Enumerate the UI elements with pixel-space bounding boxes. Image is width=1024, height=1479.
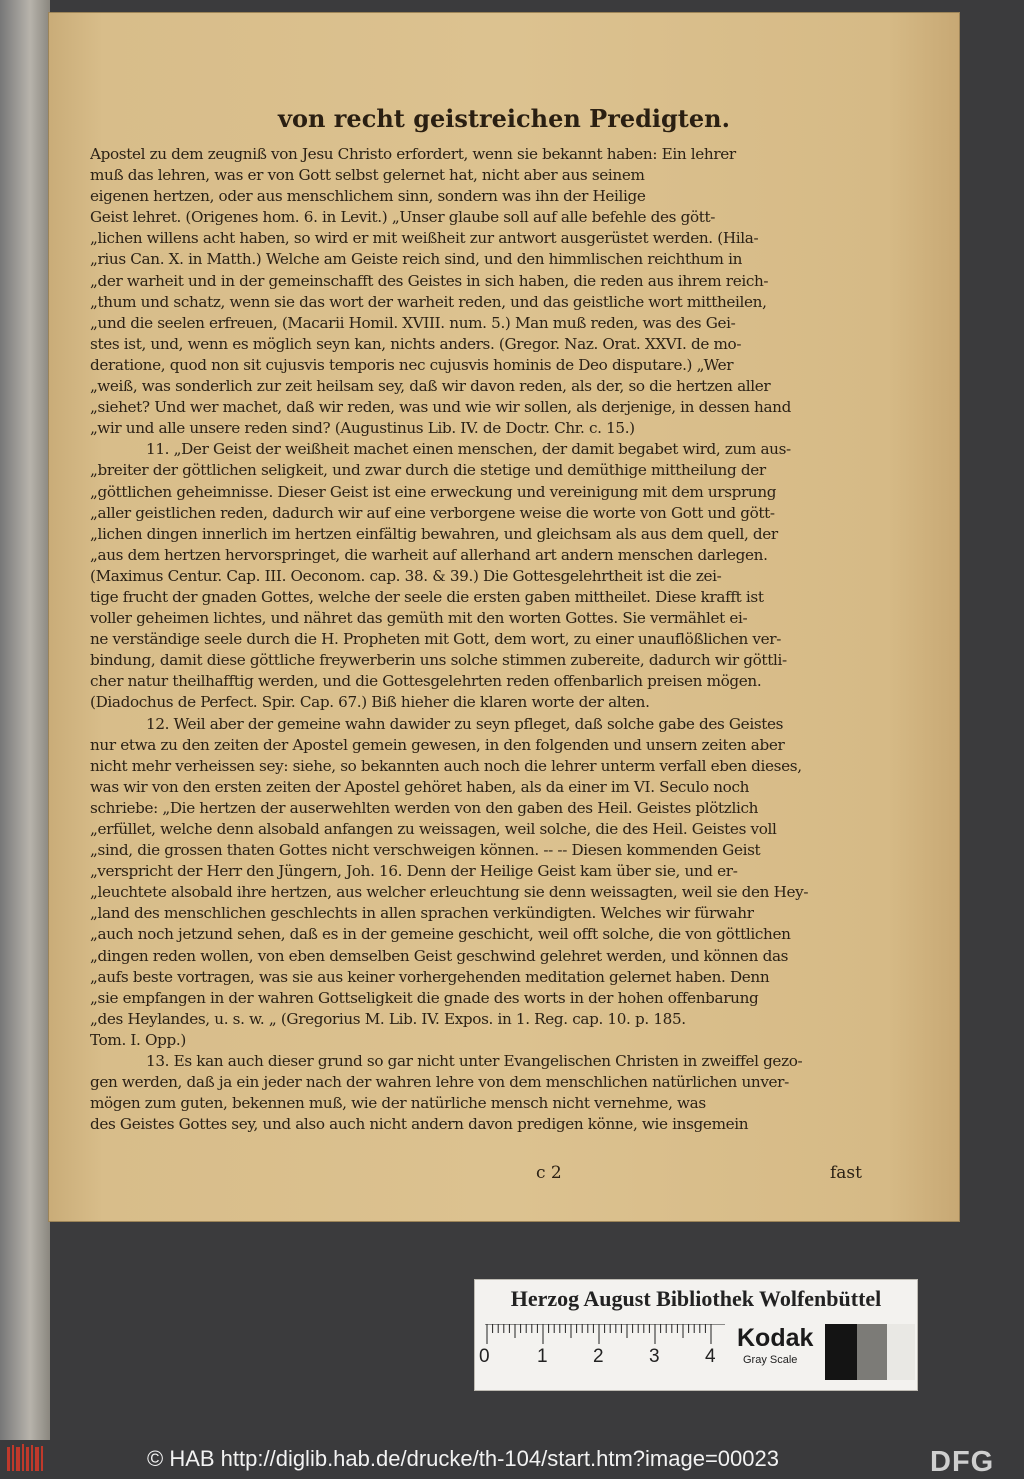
text-line: „dingen reden wollen, von eben demselben Geist geschwind gelehret werden, und können das xyxy=(90,946,789,965)
gray-patch-mid xyxy=(857,1324,887,1380)
ruler-number: 1 xyxy=(537,1346,548,1367)
page-footer-marks xyxy=(48,1163,960,1185)
text-line: deratione, quod non sit cujusvis temporis nec cujusvis hominis de Deo disputare.) „Wer xyxy=(90,355,734,374)
text-line: was wir von den ersten zeiten der Apostel gehöret haben, als da einer im VI. Seculo noch xyxy=(90,777,750,796)
text-line: „lichen willens acht haben, so wird er mit weißheit zur antwort ausgerüstet werden. (Hila- xyxy=(90,229,759,248)
text-line: „aus dem hertzen hervorspringet, die warheit auf allerhand art andern menschen darlegen. xyxy=(90,545,768,564)
dfg-logo xyxy=(928,1446,1018,1476)
text-line: des Geistes Gottes sey, und also auch nicht andern davon predigen könne, wie insgemein xyxy=(90,1115,749,1134)
text-line: bindung, damit diese göttliche freywerberin uns solche stimmen zubereite, dadurch wir göttli- xyxy=(90,651,787,670)
text-line: cher natur theilhafftig werden, und die Gottesgelehrten reden offenbarlich preisen mögen. xyxy=(90,672,762,691)
text-line: „leuchtete alsobald ihre hertzen, aus welcher erleuchtung sie denn weissagten, weil sie den Hey- xyxy=(90,883,809,902)
text-line: „siehet? Und wer machet, daß wir reden, was und wie wir sollen, als derjenige, in dessen hand xyxy=(90,398,791,417)
text-line: eigenen hertzen, oder aus menschlichem sinn, sondern was ihn der Heilige xyxy=(90,187,646,206)
book-page xyxy=(48,12,960,1222)
text-line: nur etwa zu den zeiten der Apostel gemein gewesen, in den folgenden und unsern zeiten aber xyxy=(90,735,785,754)
text-line: „sind, die grossen thaten Gottes nicht verschweigen können. -- -- Diesen kommenden Geist xyxy=(90,841,761,860)
text-line: „aller geistlichen reden, dadurch wir auf eine verborgene weise die worte von Gott und gött- xyxy=(90,503,775,522)
body-text xyxy=(90,144,912,1135)
text-line: Tom. I. Opp.) xyxy=(90,1030,186,1049)
text-line: 11. „Der Geist der weißheit machet einen menschen, der damit begabet wird, zum aus- xyxy=(146,440,791,459)
text-line: schriebe: „Die hertzen der auserwehlten werden von den gaben des Heil. Geistes plötzlich xyxy=(90,798,759,817)
text-line: „wir und alle unsere reden sind? (Augustinus Lib. IV. de Doctr. Chr. c. 15.) xyxy=(90,419,635,438)
text-line: „des Heylandes, u. s. w. „ (Gregorius M. Lib. IV. Expos. in 1. Reg. cap. 10. p. 185. xyxy=(90,1009,686,1028)
text-line: „erfüllet, welche denn alsobald anfangen zu weissagen, weil solche, die des Heil. Geistes voll xyxy=(90,820,777,838)
ruler xyxy=(485,1324,725,1344)
text-line: „breiter der göttlichen seligkeit, und zwar durch die stetige und demüthige mittheilung der xyxy=(90,461,766,480)
text-line: muß das lehren, was er von Gott selbst gelernet hat, nicht aber aus seinem xyxy=(90,166,645,185)
text-line: voller geheimen lichtes, und nähret das gemüth mit den worten Gottes. Sie vermählet ei- xyxy=(90,609,748,628)
text-line: „auch noch jetzund sehen, daß es in der gemeine geschicht, weil offt solche, die von göttlichen xyxy=(90,925,791,944)
ruler-number: 2 xyxy=(593,1346,604,1367)
text-line: ne verständige seele durch die H. Propheten mit Gott, dem wort, zu einer unauflößlichen ver- xyxy=(90,630,781,649)
text-line: „verspricht der Herr den Jüngern, Joh. 16. Denn der Heilige Geist kam über sie, und er- xyxy=(90,862,738,881)
text-line: gen werden, daß ja ein jeder nach der wahren lehre von dem menschlichen natürlichen unver- xyxy=(90,1073,789,1092)
kodak-logo: Kodak xyxy=(737,1324,814,1352)
text-line: „land des menschlichen geschlechts in allen sprachen verkündigten. Welches wir fürwahr xyxy=(90,904,754,923)
copyright-url: © HAB http://diglib.hab.de/drucke/th-104/start.htm?image=00023 xyxy=(147,1446,779,1471)
ruler-number: 3 xyxy=(649,1346,660,1367)
ruler-numbers xyxy=(475,1346,735,1370)
catchword: fast xyxy=(830,1163,862,1183)
gray-patch-light xyxy=(887,1324,915,1380)
signature-mark: c 2 xyxy=(536,1163,562,1183)
text-line: „thum und schatz, wenn sie das wort der warheit reden, und das geistliche wort mittheilen, xyxy=(90,292,767,311)
text-line: tige frucht der gnaden Gottes, welche der seele die ersten gaben mittheilet. Diese krafft ist xyxy=(90,587,764,606)
text-line: „lichen dingen innerlich im hertzen einfältig bewahren, und gleichsam als aus dem quell, der xyxy=(90,524,778,543)
svg-text:DFG: DFG xyxy=(930,1446,995,1476)
card-title: Herzog August Bibliothek Wolfenbüttel xyxy=(510,1286,882,1311)
text-line: 12. Weil aber der gemeine wahn dawider zu seyn pfleget, daß solche gabe des Geistes xyxy=(146,714,784,733)
running-head: von recht geistreichen Predigten. xyxy=(278,104,730,133)
hab-barcode-icon xyxy=(6,1441,46,1475)
gray-patch-dark xyxy=(825,1324,857,1380)
ruler-number: 4 xyxy=(705,1346,716,1367)
text-line: (Diadochus de Perfect. Spir. Cap. 67.) Biß hieher die klaren worte der alten. xyxy=(90,693,650,712)
book-edge xyxy=(0,0,50,1440)
ruler-number: 0 xyxy=(479,1346,490,1367)
text-line: 13. Es kan auch dieser grund so gar nicht unter Evangelischen Christen in zweiffel gezo- xyxy=(146,1052,803,1071)
gray-scale-label: Gray Scale xyxy=(743,1354,798,1366)
text-line: „sie empfangen in der wahren Gottseligkeit die gnade des worts in der hohen offenbarung xyxy=(90,988,759,1007)
text-line: „der warheit und in der gemeinschafft des Geistes in sich haben, die reden aus ihrem reich- xyxy=(90,271,769,290)
color-calibration-card xyxy=(474,1279,918,1391)
text-line: Apostel zu dem zeugniß von Jesu Christo erfordert, wenn sie bekannt haben: Ein lehrer xyxy=(90,145,736,163)
text-line: „aufs beste vortragen, was sie aus keiner vorhergehenden meditation gelernet haben. Denn xyxy=(90,967,770,986)
text-line: nicht mehr verheissen sey: siehe, so bekannten auch noch die lehrer unterm verfall eben dieses, xyxy=(90,756,802,775)
text-line: „göttlichen geheimnisse. Dieser Geist ist eine erweckung und vereinigung mit dem ursprung xyxy=(90,482,777,501)
text-line: Geist lehret. (Origenes hom. 6. in Levit.) „Unser glaube soll auf alle befehle des gött- xyxy=(90,208,716,227)
text-line: „und die seelen erfreuen, (Macarii Homil. XVIII. num. 5.) Man muß reden, was des Gei- xyxy=(90,313,736,332)
text-line: „weiß, was sonderlich zur zeit heilsam sey, daß wir davon reden, als der, so die hertzen aller xyxy=(90,377,771,396)
text-line: „rius Can. X. in Matth.) Welche am Geiste reich sind, und den himmlischen reichthum in xyxy=(90,250,743,269)
text-line: stes ist, und, wenn es möglich seyn kan, nichts anders. (Gregor. Naz. Orat. XXVI. de mo- xyxy=(90,334,742,353)
text-line: (Maximus Centur. Cap. III. Oeconom. cap. 38. & 39.) Die Gottesgelehrtheit ist die zei- xyxy=(90,566,722,585)
text-line: mögen zum guten, bekennen muß, wie der natürliche mensch nicht vernehme, was xyxy=(90,1094,706,1113)
